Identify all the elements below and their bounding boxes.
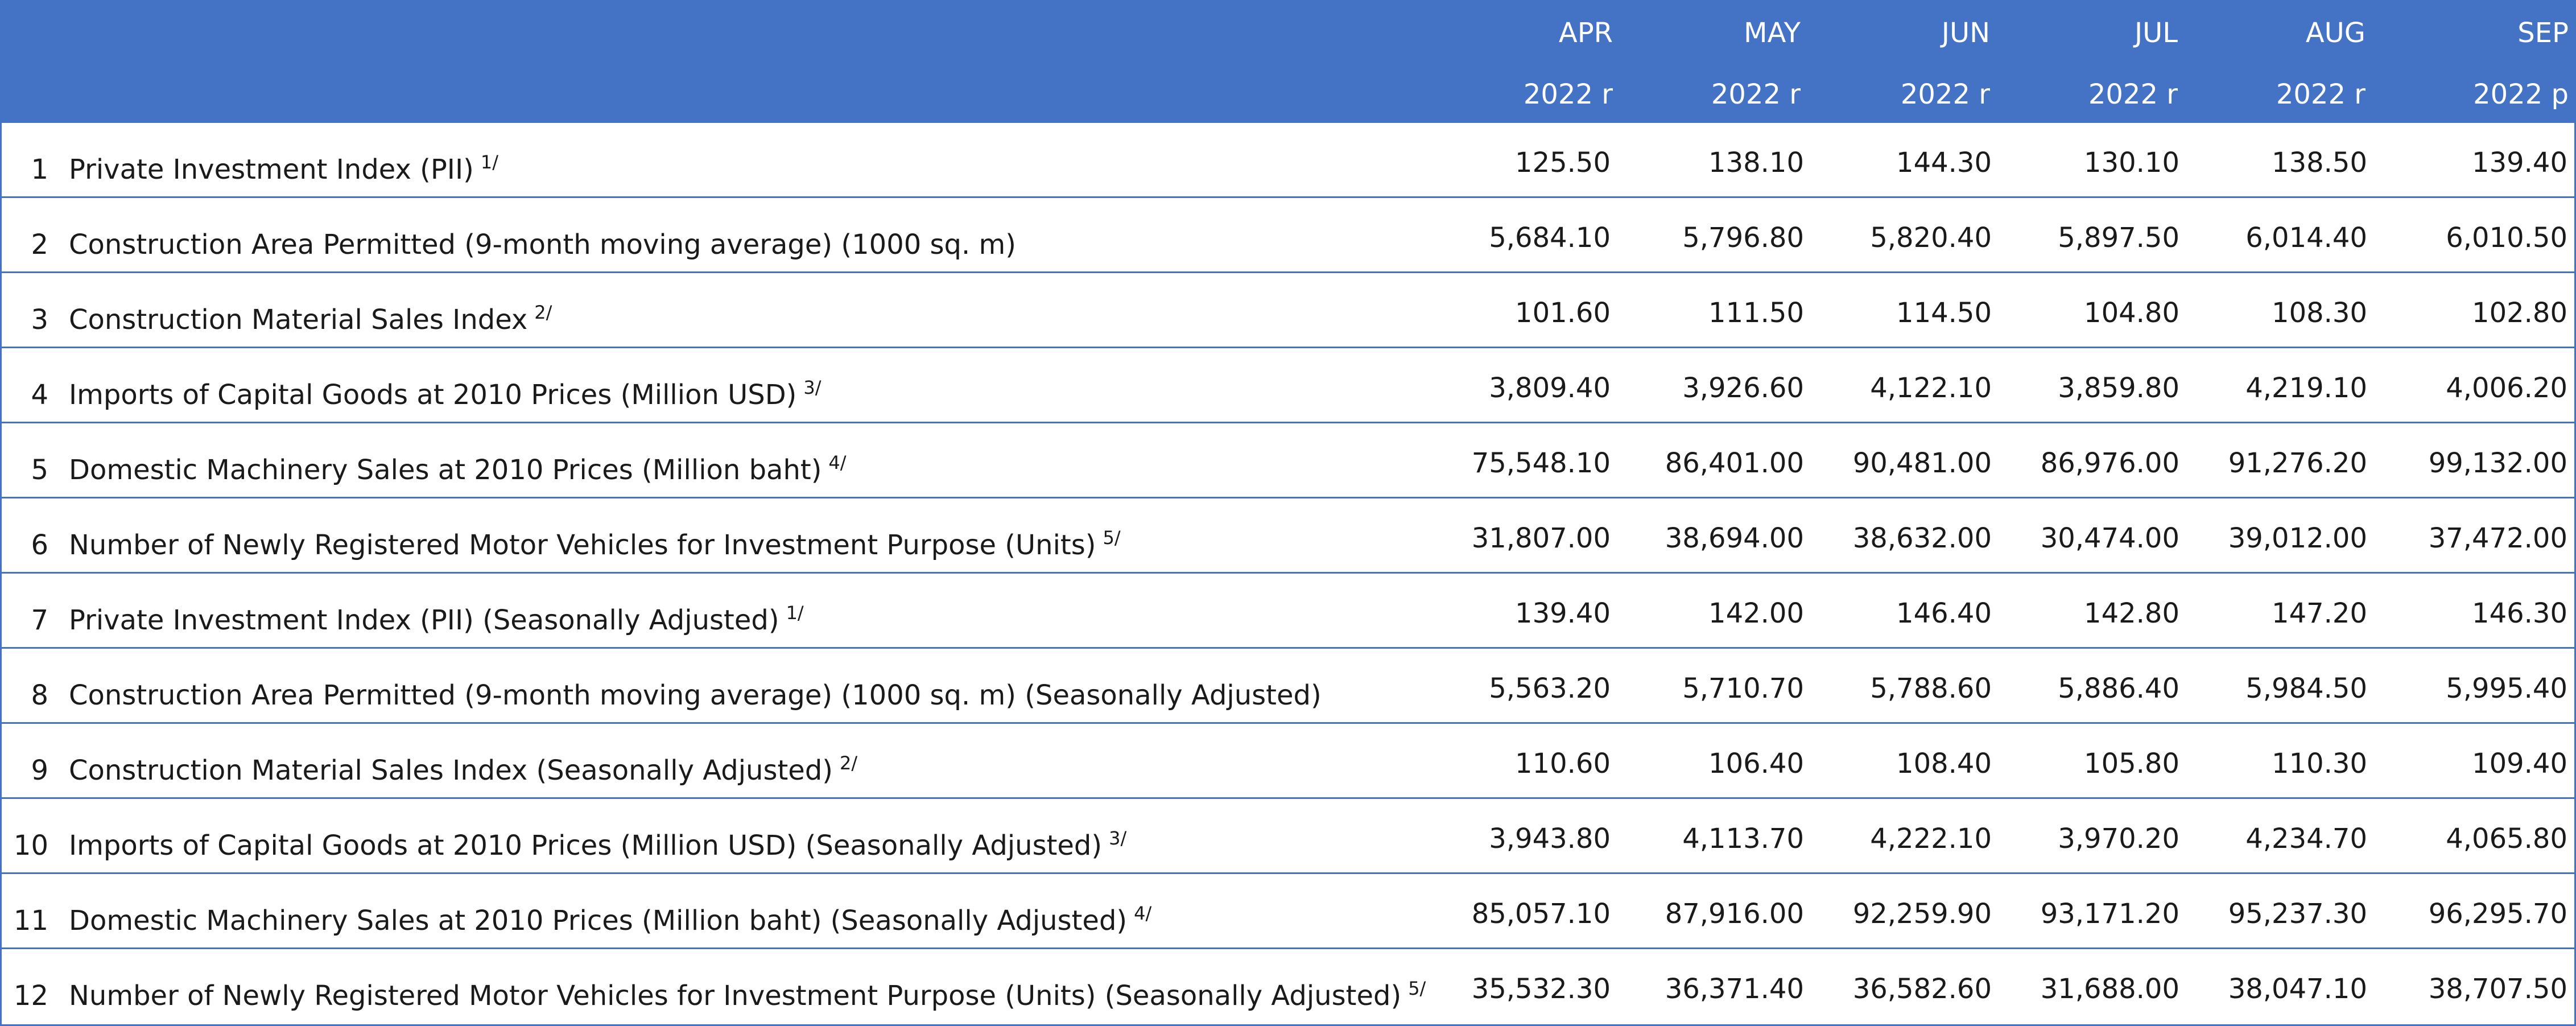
footnote-marker: 2/: [534, 302, 552, 323]
value-cell: 105.80: [2084, 748, 2179, 780]
row-label: [69, 228, 1016, 262]
value-cell: 6,010.50: [2446, 222, 2567, 254]
value-cell: 39,012.00: [2228, 522, 2367, 554]
value-cell: 36,371.40: [1665, 973, 1804, 1005]
value-cell: 138.50: [2272, 147, 2367, 179]
value-cell: 35,532.30: [1471, 973, 1611, 1005]
value-cell: 85,057.10: [1471, 898, 1611, 930]
value-cell: 142.00: [1708, 598, 1804, 629]
row-label-text: Imports of Capital Goods at 2010 Prices (Million USD) (Seasonally Adjusted): [69, 830, 1103, 862]
value-cell: 144.30: [1896, 147, 1992, 179]
value-cell: 139.40: [2472, 147, 2567, 179]
row-label: [69, 603, 804, 637]
table-row: [2, 198, 2574, 273]
column-month-header: JUL: [2134, 17, 2178, 49]
value-cell: 5,886.40: [2058, 673, 2179, 704]
value-cell: 102.80: [2472, 297, 2567, 329]
value-cell: 99,132.00: [2428, 447, 2567, 479]
value-cell: 96,295.70: [2428, 898, 2567, 930]
row-label: [69, 904, 1151, 938]
column-year-header: 2022 r: [2276, 79, 2366, 110]
row-label: [69, 753, 857, 788]
value-cell: 108.40: [1896, 748, 1992, 780]
value-cell: 130.10: [2084, 147, 2179, 179]
value-cell: 38,047.10: [2228, 973, 2367, 1005]
value-cell: 138.10: [1708, 147, 1804, 179]
value-cell: 125.50: [1515, 147, 1611, 179]
value-cell: 31,688.00: [2040, 973, 2179, 1005]
row-number: 12: [13, 980, 48, 1012]
value-cell: 87,916.00: [1665, 898, 1804, 930]
row-label: [69, 303, 552, 337]
column-month-header: AUG: [2305, 17, 2366, 49]
row-label-text: Domestic Machinery Sales at 2010 Prices (Million baht): [69, 454, 822, 486]
value-cell: 104.80: [2084, 297, 2179, 329]
value-cell: 6,014.40: [2245, 222, 2367, 254]
footnote-marker: 4/: [1134, 903, 1152, 924]
value-cell: 92,259.90: [1852, 898, 1992, 930]
column-year-header: 2022 r: [1523, 79, 1613, 110]
value-cell: 86,976.00: [2040, 447, 2179, 479]
value-cell: 139.40: [1515, 598, 1611, 629]
value-cell: 3,859.80: [2058, 372, 2179, 404]
footnote-marker: 3/: [803, 377, 821, 398]
row-number: 9: [31, 755, 48, 786]
value-cell: 5,820.40: [1870, 222, 1992, 254]
row-number: 7: [31, 604, 48, 636]
row-label-text: Construction Area Permitted (9-month moving average) (1000 sq. m) (Seasonally Adjusted): [69, 679, 1322, 711]
value-cell: 5,995.40: [2446, 673, 2567, 704]
value-cell: 4,113.70: [1682, 823, 1804, 855]
value-cell: 91,276.20: [2228, 447, 2367, 479]
value-cell: 3,926.60: [1682, 372, 1804, 404]
row-label-text: Domestic Machinery Sales at 2010 Prices (Million baht) (Seasonally Adjusted): [69, 905, 1128, 937]
row-number: 5: [31, 454, 48, 486]
table-row: [2, 799, 2574, 874]
row-number: 3: [31, 304, 48, 336]
value-cell: 4,222.10: [1870, 823, 1992, 855]
row-label: [69, 378, 821, 412]
footnote-marker: 3/: [1109, 827, 1127, 849]
value-cell: 106.40: [1708, 748, 1804, 780]
column-month-header: MAY: [1744, 17, 1801, 49]
value-cell: 93,171.20: [2040, 898, 2179, 930]
table-row: [2, 574, 2574, 649]
column-year-header: 2022 r: [1711, 79, 1801, 110]
row-label-text: Construction Material Sales Index: [69, 304, 528, 336]
row-label: [69, 528, 1121, 562]
row-number: 10: [13, 830, 48, 862]
value-cell: 146.30: [2472, 598, 2567, 629]
value-cell: 142.80: [2084, 598, 2179, 629]
value-cell: 5,984.50: [2245, 673, 2367, 704]
table-row: [2, 348, 2574, 423]
value-cell: 4,219.10: [2245, 372, 2367, 404]
value-cell: 101.60: [1515, 297, 1611, 329]
row-number: 8: [31, 679, 48, 711]
value-cell: 3,970.20: [2058, 823, 2179, 855]
value-cell: 38,707.50: [2428, 973, 2567, 1005]
value-cell: 114.50: [1896, 297, 1992, 329]
column-month-header: APR: [1558, 17, 1613, 49]
value-cell: 4,122.10: [1870, 372, 1992, 404]
value-cell: 146.40: [1896, 598, 1992, 629]
table-row: [2, 423, 2574, 498]
row-number: 6: [31, 529, 48, 561]
column-month-header: SEP: [2517, 17, 2569, 49]
row-label-text: Private Investment Index (PII): [69, 154, 474, 186]
value-cell: 37,472.00: [2428, 522, 2567, 554]
column-year-header: 2022 r: [2088, 79, 2178, 110]
value-cell: 110.60: [1515, 748, 1611, 780]
column-month-header: JUN: [1941, 17, 1990, 49]
table-row: [2, 949, 2574, 1024]
row-label-text: Number of Newly Registered Motor Vehicles for Investment Purpose (Units) (Seasonally Adjusted): [69, 980, 1402, 1012]
table-row: [2, 874, 2574, 949]
table-row: [2, 649, 2574, 724]
value-cell: 90,481.00: [1852, 447, 1992, 479]
value-cell: 5,788.60: [1870, 673, 1992, 704]
value-cell: 38,632.00: [1852, 522, 1992, 554]
row-number: 11: [13, 905, 48, 937]
footnote-marker: 5/: [1408, 978, 1426, 999]
value-cell: 38,694.00: [1665, 522, 1804, 554]
footnote-marker: 1/: [786, 602, 804, 624]
row-label: [69, 829, 1126, 863]
value-cell: 4,065.80: [2446, 823, 2567, 855]
value-cell: 31,807.00: [1471, 522, 1611, 554]
value-cell: 5,897.50: [2058, 222, 2179, 254]
table-row: [2, 273, 2574, 348]
footnote-marker: 5/: [1103, 527, 1121, 549]
row-number: 1: [31, 154, 48, 186]
value-cell: 36,582.60: [1852, 973, 1992, 1005]
value-cell: 147.20: [2272, 598, 2367, 629]
row-label-text: Number of Newly Registered Motor Vehicles for Investment Purpose (Units): [69, 529, 1096, 561]
row-label: [69, 678, 1322, 712]
value-cell: 5,796.80: [1682, 222, 1804, 254]
row-label-text: Private Investment Index (PII) (Seasonally Adjusted): [69, 604, 779, 636]
row-label: [69, 153, 498, 187]
value-cell: 109.40: [2472, 748, 2567, 780]
row-label: [69, 979, 1426, 1013]
value-cell: 110.30: [2272, 748, 2367, 780]
row-number: 4: [31, 379, 48, 411]
value-cell: 30,474.00: [2040, 522, 2179, 554]
footnote-marker: 1/: [480, 151, 498, 173]
value-cell: 5,684.10: [1489, 222, 1611, 254]
row-label-text: Imports of Capital Goods at 2010 Prices (Million USD): [69, 379, 797, 411]
value-cell: 75,548.10: [1471, 447, 1611, 479]
footnote-marker: 4/: [828, 452, 847, 473]
value-cell: 5,563.20: [1489, 673, 1611, 704]
footnote-marker: 2/: [840, 752, 858, 774]
value-cell: 108.30: [2272, 297, 2367, 329]
row-label: [69, 453, 847, 487]
table-row: [2, 724, 2574, 799]
value-cell: 111.50: [1708, 297, 1804, 329]
column-year-header: 2022 p: [2473, 79, 2569, 110]
value-cell: 3,943.80: [1489, 823, 1611, 855]
value-cell: 86,401.00: [1665, 447, 1804, 479]
row-label-text: Construction Area Permitted (9-month moving average) (1000 sq. m): [69, 229, 1016, 261]
row-number: 2: [31, 229, 48, 261]
value-cell: 95,237.30: [2228, 898, 2367, 930]
column-year-header: 2022 r: [1900, 79, 1990, 110]
table-row: [2, 123, 2574, 198]
row-label-text: Construction Material Sales Index (Seasonally Adjusted): [69, 755, 833, 786]
table-row: [2, 498, 2574, 574]
value-cell: 4,234.70: [2245, 823, 2367, 855]
table-header: [2, 0, 2576, 123]
value-cell: 5,710.70: [1682, 673, 1804, 704]
value-cell: 4,006.20: [2446, 372, 2567, 404]
value-cell: 3,809.40: [1489, 372, 1611, 404]
